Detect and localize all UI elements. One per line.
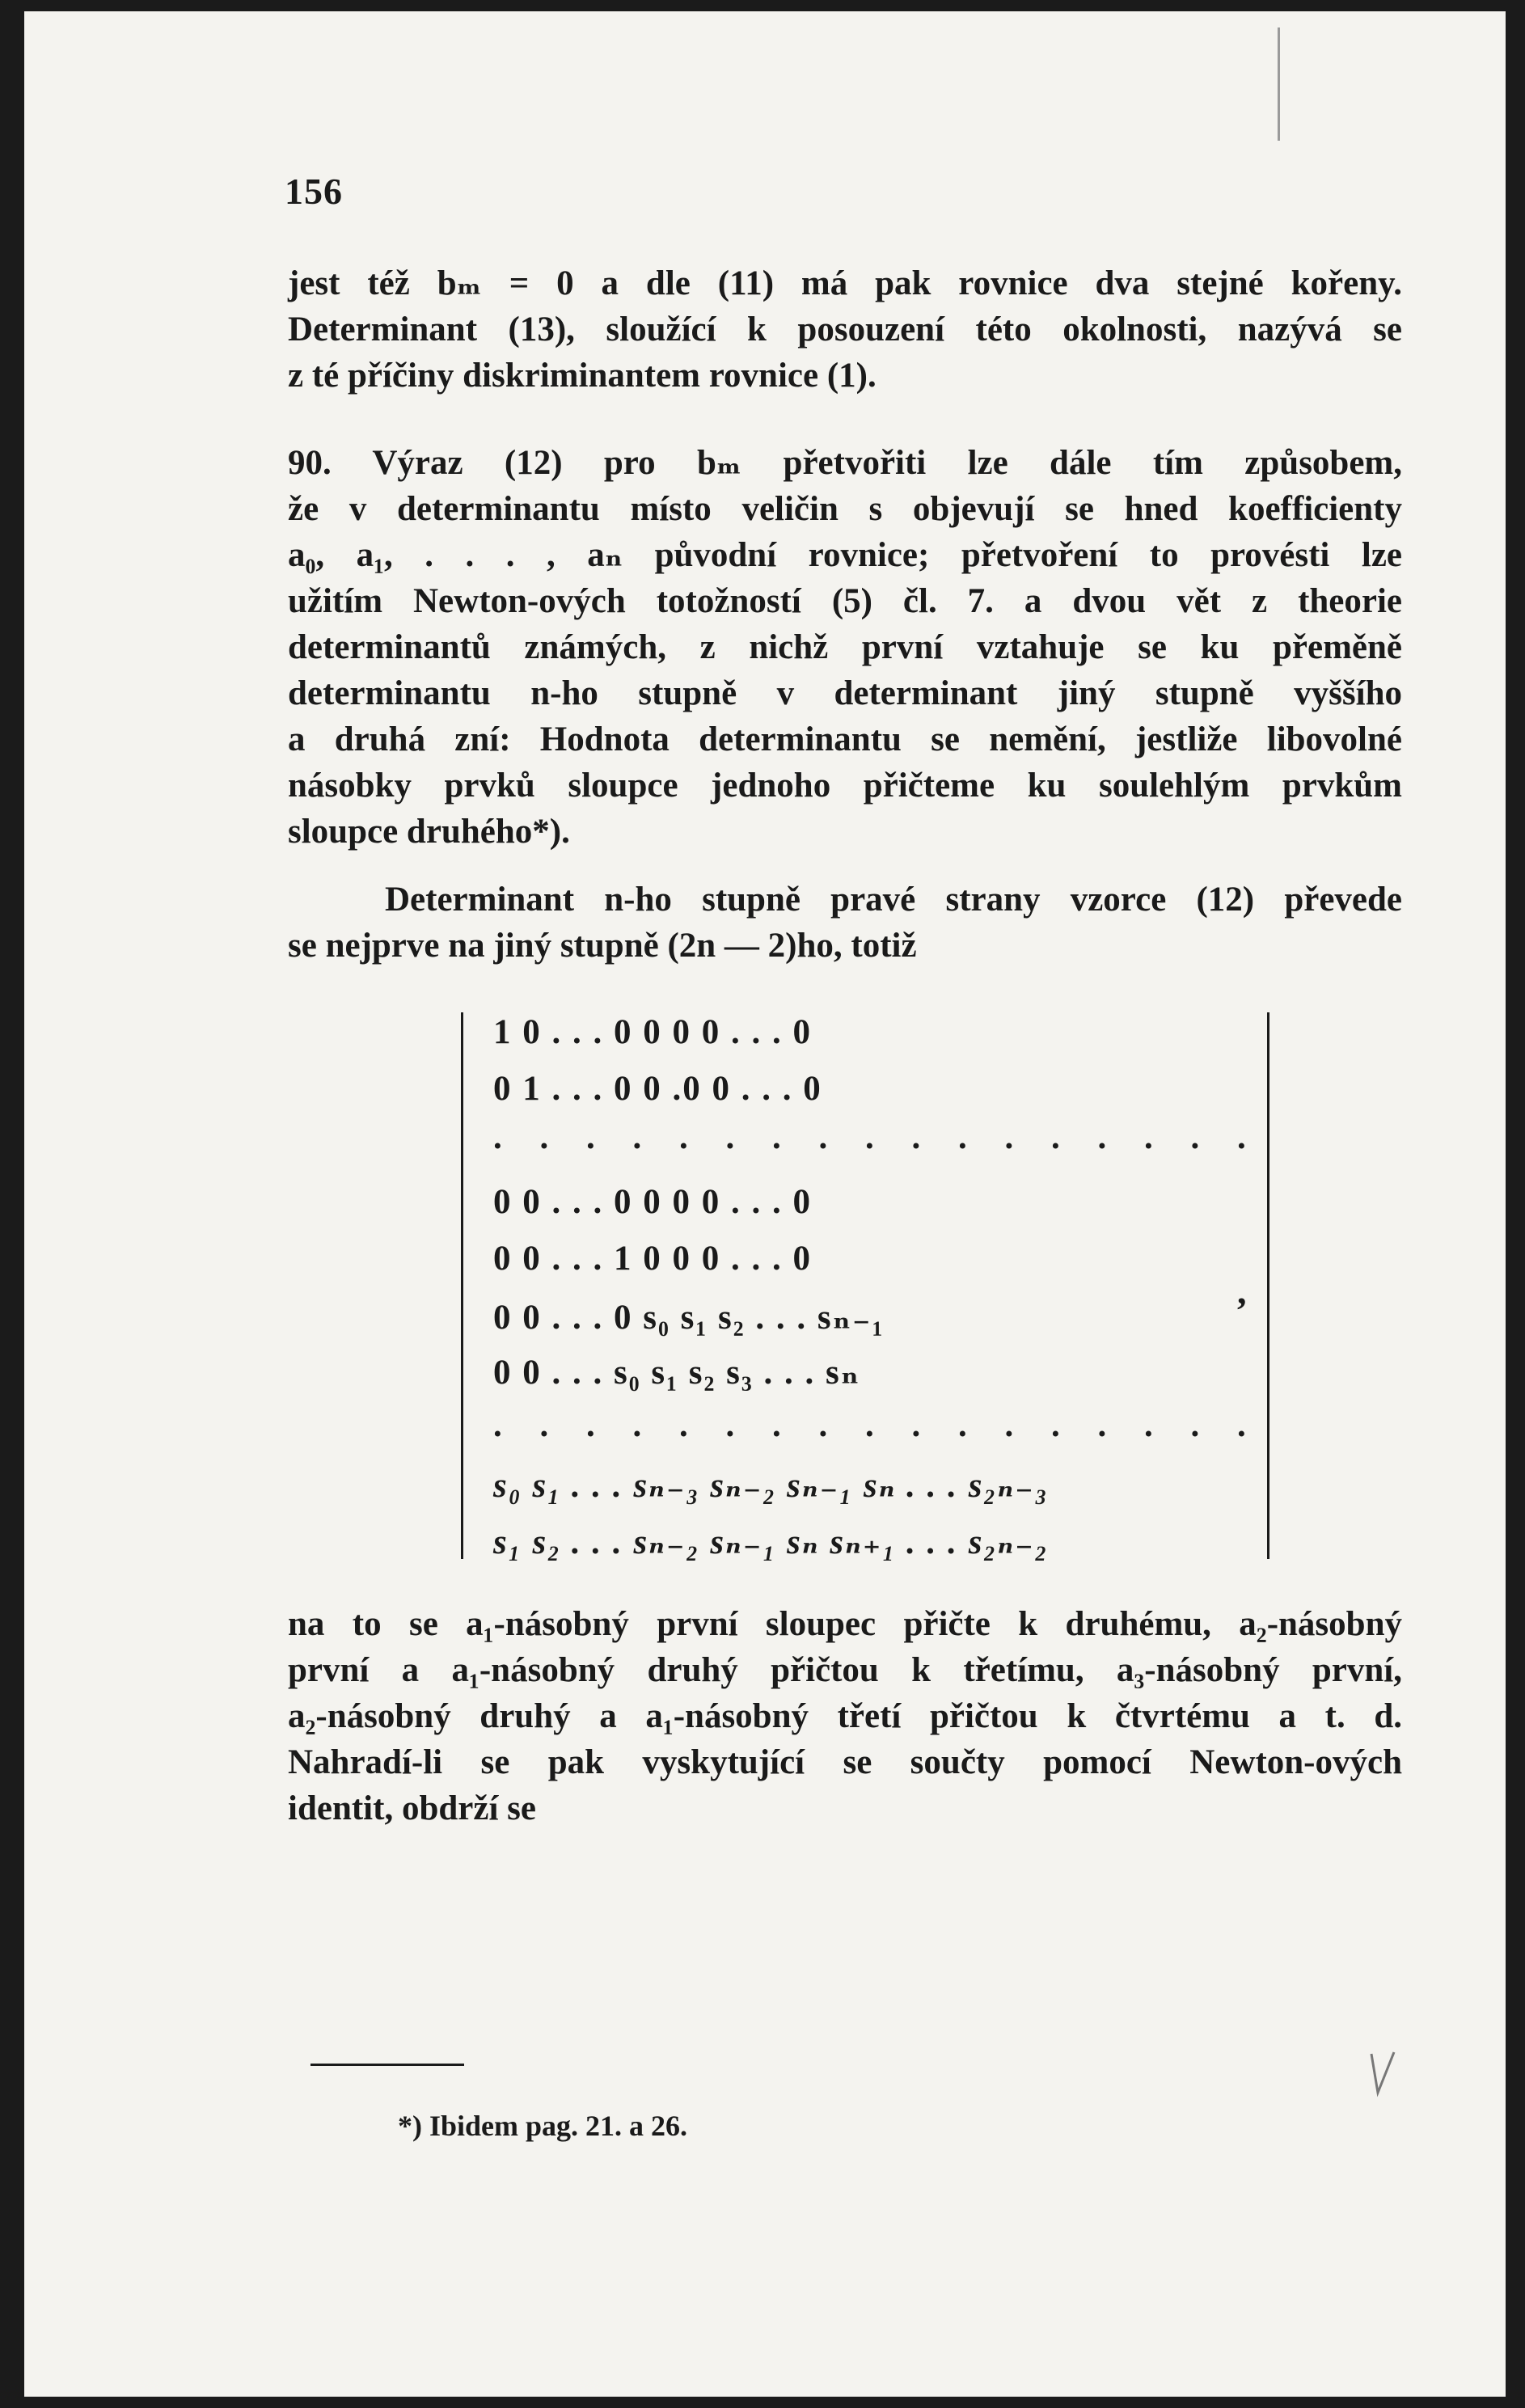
determinant-matrix [461, 1012, 1269, 1559]
text-line: determinantu n-ho stupně v determinant jiný stupně vyššího [288, 674, 1402, 712]
text-line: Determinant n-ho stupně pravé strany vzorce (12) převede [385, 881, 1402, 919]
text-line: determinantů známých, z nichž první vztahuje se ku přeměně [288, 628, 1402, 666]
matrix-row: 0 0 . . . 0 s₀ s₁ s₂ . . . sₙ₋₁ [493, 1299, 885, 1337]
text-line: sloupce druhého*). [288, 813, 570, 851]
text-line: že v determinantu místo veličin s objevují se hned koefficienty [288, 490, 1402, 528]
text-line: Determinant (13), sloužící k posouzení této okolnosti, nazývá se [288, 311, 1402, 349]
text-line: užitím Newton-ových totožností (5) čl. 7. a dvou vět z theorie [288, 582, 1402, 620]
matrix-row: 0 1 . . . 0 0 .0 0 . . . 0 [493, 1070, 822, 1108]
matrix-row: . . . . . . . . . . . . . . . . . [493, 1118, 1261, 1156]
paragraph-1 [288, 260, 1402, 399]
text-line: identit, obdrží se [288, 1789, 536, 1827]
matrix-row: . . . . . . . . . . . . . . . . . [493, 1406, 1261, 1444]
paragraph-determinant [288, 877, 1402, 969]
book-page [24, 11, 1506, 2397]
text-line: a₂-násobný druhý a a₁-násobný třetí přičtou k čtvrtému a t. d. [288, 1697, 1402, 1735]
text-line: z té příčiny diskriminantem rovnice (1). [288, 357, 877, 395]
matrix-left-bar [461, 1012, 463, 1559]
paragraph-90 [288, 440, 1402, 855]
page-edge-mark [1278, 27, 1280, 141]
pencil-mark-icon [1367, 2049, 1399, 2097]
text-line: jest též bₘ = 0 a dle (11) má pak rovnice dva stejné kořeny. [288, 264, 1402, 302]
text-line: první a a₁-násobný druhý přičtou k třetímu, a₃-násobný první, [288, 1651, 1402, 1689]
matrix-row: 1 0 . . . 0 0 0 0 . . . 0 [493, 1013, 812, 1051]
paragraph-4 [288, 1601, 1402, 1831]
matrix-row: 0 0 . . . s₀ s₁ s₂ s₃ . . . sₙ [493, 1354, 861, 1392]
text-line: Nahradí-li se pak vyskytující se součty pomocí Newton-ových [288, 1743, 1402, 1781]
matrix-right-bar [1267, 1012, 1269, 1559]
matrix-row: s₀ s₁ . . . sₙ₋₃ sₙ₋₂ sₙ₋₁ sₙ . . . s₂ₙ₋₃ [493, 1467, 1049, 1505]
text-line: násobky prvků sloupce jednoho přičteme ku soulehlým prvkům [288, 767, 1402, 805]
matrix-row: s₁ s₂ . . . sₙ₋₂ sₙ₋₁ sₙ sₙ₊₁ . . . s₂ₙ₋₂ [493, 1523, 1049, 1561]
text-line: a druhá zní: Hodnota determinantu se nemění, jestliže libovolné [288, 720, 1402, 758]
text-line: na to se a₁-násobný první sloupec přičte k druhému, a₂-násobný [288, 1605, 1402, 1643]
text-line: a₀, a₁, . . . , aₙ původní rovnice; přetvoření to provésti lze [288, 536, 1402, 574]
matrix-row: 0 0 . . . 1 0 0 0 . . . 0 [493, 1240, 812, 1278]
footnote: *) Ibidem pag. 21. a 26. [398, 2110, 688, 2142]
page-number: 156 [285, 171, 343, 212]
matrix-row: 0 0 . . . 0 0 0 0 . . . 0 [493, 1183, 812, 1221]
matrix-comma: , [1237, 1270, 1247, 1312]
footnote-rule [310, 2064, 464, 2066]
text-line: se nejprve na jiný stupně (2n — 2)ho, totiž [288, 927, 917, 965]
text-line: 90. Výraz (12) pro bₘ přetvořiti lze dále tím způsobem, [288, 444, 1402, 482]
